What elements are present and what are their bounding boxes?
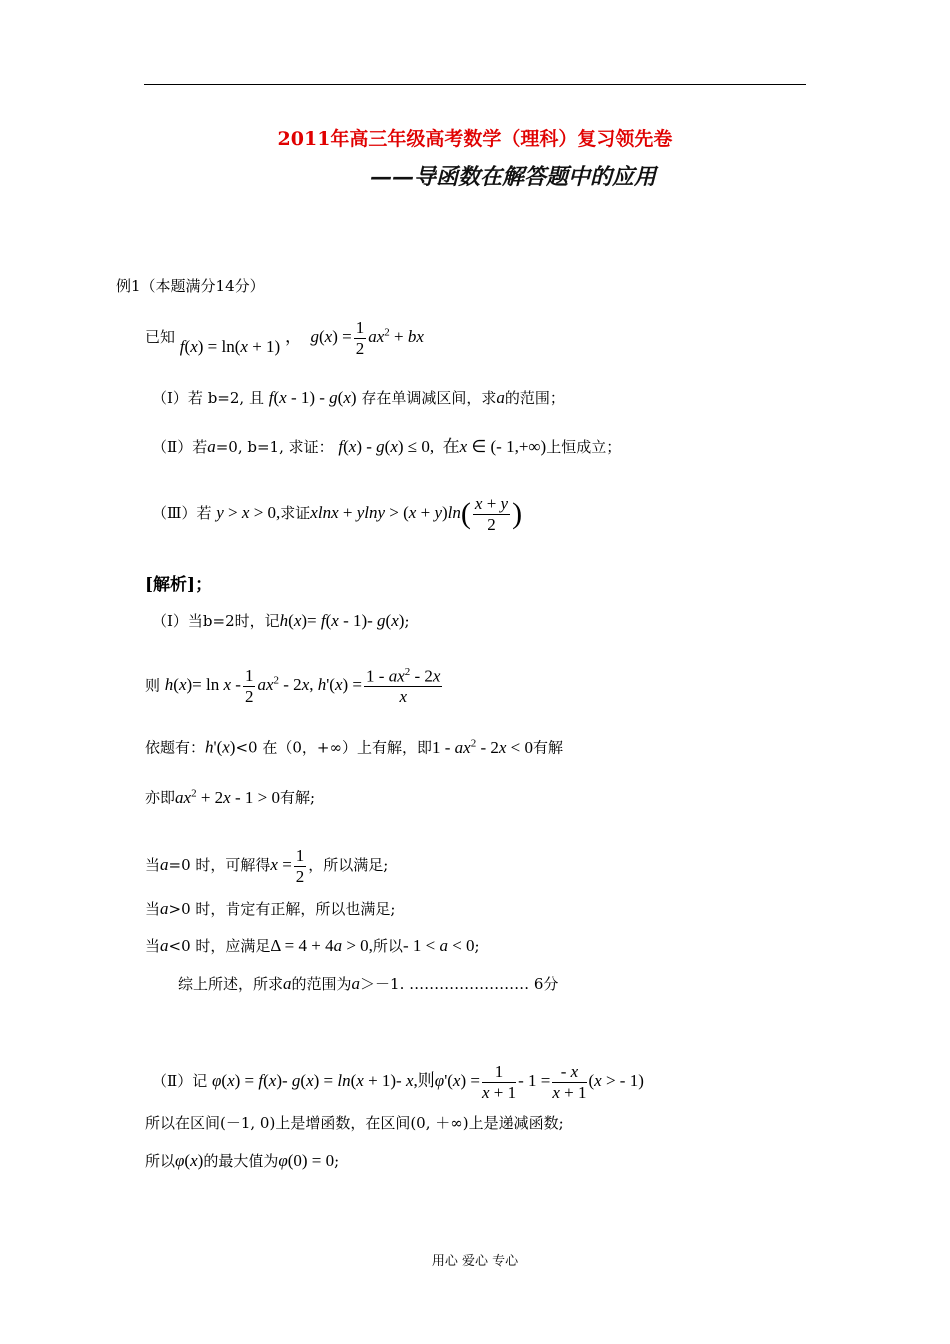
sol-2-monotonic: 所以在区间(－1, 0)上是增函数，在区间(0, ＋∞)上是递减函数; [145,1114,564,1132]
sol-1-condition: 依题有：h'(x)<0 在（0，+∞）上有解，即$1 - ax^2 - 2x < 0$有解 [145,737,564,757]
part-2: （Ⅱ）若a=0, b=1, 求证： f(x) - g(x) ≤ 0, 在x ∈ (- 1,+∞)上恒成立； [152,437,622,456]
page-subtitle: ——导函数在解答题中的应用 [370,164,657,190]
sol-1-case-negative: 当a<0 时，应满足Δ = 4 + 4a > 0,所以- 1 < a < 0; [145,936,480,955]
example-label: 例1（本题满分14分） [116,277,265,295]
sol-1-case-positive: 当a>0 时，肯定有正解，所以也满足; [145,899,396,918]
page-title: 2011年高三年级高考数学（理科）复习领先卷 [277,128,673,150]
sol-2-intro: （Ⅱ）记 φ(x) = f(x)- g(x) = ln(x + 1)- x,则φ'(x) = $\frac{1}{x + 1}$ - 1 = $\frac{- x}{x + 1}$ (x > - 1) [152,1062,644,1102]
sol-1-case-zero: 当a=0 时，可解得x = $\frac{1}{2}$ ，所以满足; [145,846,389,886]
solution-heading: [解析]； [145,575,213,595]
sol-1-summary: 综上所述，所求a的范围为a＞－1. …………………… 6分 [178,974,559,993]
sol-1-equivalent: 亦即$ax^2 + 2x - 1 > 0$有解; [145,787,316,807]
part-1: （Ⅰ）若 b=2, 且 f(x - 1) - g(x) 存在单调减区间，求a的范围； [152,388,565,407]
header-rule [144,84,806,85]
sol-1-intro: （Ⅰ）当b=2时，记h(x)= f(x - 1)- g(x); [152,611,410,630]
footer: 用心 爱心 专心 [431,1254,519,1269]
part-3: （Ⅲ）若 y > x > 0,求证xlnx + ylny > (x + y)ln( $\frac{x + y}{2}$ ) [152,494,523,534]
sol-1-derivative: 则 h(x)= ln x - $\frac{1}{2}$ $ax^2 - 2x$, h'(x) = $\frac{1 - ax^2 - 2x}{x}$ [145,666,441,707]
given-line: 已知 f(x) = ln(x + 1) ， g(x) = $\frac{1}{2}$ $ax^2$ + bx [145,318,424,358]
sol-2-maximum: 所以φ(x)的最大值为φ(0) = 0; [145,1151,340,1170]
